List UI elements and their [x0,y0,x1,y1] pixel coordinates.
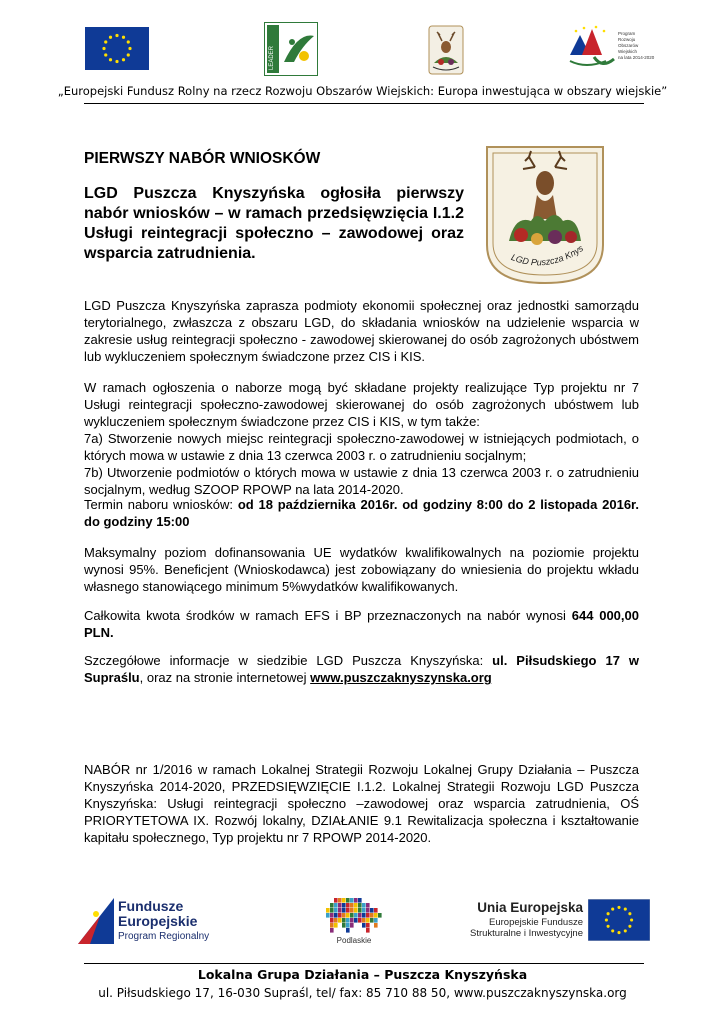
prow-logo [566,25,656,80]
podlaskie-tile [354,908,358,913]
paragraph-contact [84,652,639,686]
deadline-label: Termin naboru wniosków: [84,497,238,512]
podlaskie-tile [338,898,342,903]
podlaskie-tile [374,913,378,918]
eu-star-icon [617,906,620,909]
podlaskie-tile [334,923,338,928]
amount-value: 644 000,00 PLN. [84,608,639,640]
paragraph-nabor-details: NABÓR nr 1/2016 w ramach Lokalnej Strategii Rozwoju Lokalnej Grupy Działania – Puszcza Knyszyńska 2014-2020, PRZEDSIĘWZIĘCIE I.1.2. Lokalnej Strategii Rozwoju LGD Puszcza Knyszyńska: Usługi reintegracji społeczno –zawodowej oraz wsparcia zatrudnienia, OŚ PRIORYTETOWA IX. Rozwój lokalny, DZIAŁANIE 9.1 Rewitalizacja społeczna i kształtowanie kapitału społecznego, Typ projektu nr 7 RPOWP 2014-2020. [84,762,639,845]
podlaskie-tile [346,898,350,903]
podlaskie-tile [362,913,366,918]
podlaskie-tile [330,908,334,913]
ue-line-2: Strukturalne i Inwestycyjne [470,928,583,939]
eu-star-icon [127,53,130,56]
project-types-intro: W ramach ogłoszenia o naborze mogą być składane projekty realizujące Typ projektu nr 7 Usługi reintegracji społeczno-zawodowej skierowanej do osób zagrożonych ubóstwem lub wykluczeniem społecznym świadczone przez CIS i KIS, w tym także: [84,380,639,429]
eu-star-icon [624,908,627,911]
podlaskie-tile [326,913,330,918]
ue-line-1: Europejskie Fundusze [489,917,583,928]
podlaskie-tile [338,908,342,913]
podlaskie-tile [330,918,334,923]
podlaskie-tile [362,908,366,913]
podlaskie-tile [358,898,362,903]
podlaskie-tile [370,918,374,923]
footer-org-name: Lokalna Grupa Działania – Puszcza Knyszyńska [197,967,528,982]
eu-star-icon [628,925,631,928]
podlaskie-tile [362,903,366,908]
paragraph-amount [84,607,639,641]
podlaskie-tile [342,918,346,923]
eu-star-icon [104,40,107,43]
unia-europejska-text [468,900,583,939]
podlaskie-tile [366,918,370,923]
podlaskie-tile [346,928,350,933]
fe-line-2: Europejskie [118,913,198,929]
podlaskie-tile [346,923,350,928]
eu-flag-logo [85,27,149,75]
eu-star-icon [611,908,614,911]
podlaskie-tile [334,898,338,903]
lgd-emblem [485,145,605,290]
leader-logo [264,22,318,81]
podlaskie-tile [350,918,354,923]
fe-line-1: Fundusze [118,898,184,914]
header-rule [84,103,644,104]
eu-star-icon [109,58,112,61]
podlaskie-tile [334,913,338,918]
podlaskie-tile [354,903,358,908]
eu-star-icon [122,36,125,39]
podlaskie-tile [326,908,330,913]
podlaskie-tile [354,913,358,918]
contact-address: ul. Piłsudskiego 17 w Supraślu [84,653,640,685]
podlaskie-tile [346,903,350,908]
amount-text: Całkowita kwota środków w ramach EFS i BP przeznaczonych na nabór wynosi [84,608,572,623]
podlaskie-tile [374,918,378,923]
podlaskie-tile [330,923,334,928]
leader-logo-text: LEADER [269,45,275,70]
prow-line-3: Obszarów [618,43,639,48]
podlaskie-tile [358,918,362,923]
prow-line-4: Wiejskich [618,49,638,54]
eu-flag-logo-bottom [588,899,650,946]
podlaskie-tile [346,908,350,913]
podlaskie-tile [362,923,366,928]
podlaskie-tile [338,918,342,923]
eu-star-icon [630,918,633,921]
podlaskie-tile [366,908,370,913]
podlaskie-tile [342,908,346,913]
podlaskie-tile [334,903,338,908]
project-type-7a: 7a) Stworzenie nowych miejsc reintegracji społeczno-zawodowej w istniejących podmiotach, o których mowa w ustawie z dnia 13 czerwca 2003 r. o zatrudnieniu socjalnym; [84,431,639,463]
podlaskie-tile [350,903,354,908]
emblem-text: LGD Puszcza Knys [509,243,586,268]
podlaskie-tile [350,913,354,918]
podlaskie-tile [342,923,346,928]
fundusze-europejskie-logo [64,893,214,949]
eu-star-icon [128,47,131,50]
header-caption: „Europejski Fundusz Rolny na rzecz Rozwoju Obszarów Wiejskich: Europa inwestująca w obszary wiejskie” [57,84,668,98]
podlaskie-tile [374,908,378,913]
podlaskie-tile [350,898,354,903]
podlaskie-tile [358,903,362,908]
podlaskie-tile [330,913,334,918]
project-type-7b: 7b) Utworzenie podmiotów o których mowa w ustawie z dnia 13 czerwca 2003 r. o zatrudnieniu socjalnym, według SZOOP RPOWP na lata 2014-2020. [84,465,639,497]
ue-title: Unia Europejska [477,900,583,915]
eu-star-icon [115,34,118,37]
podlaskie-tile [374,923,378,928]
podlaskie-tile [358,913,362,918]
eu-star-icon [611,929,614,932]
podlaskie-tile [350,908,354,913]
podlaskie-label: Podlaskie [336,936,372,945]
eu-star-icon [127,40,130,43]
page-title: PIERWSZY NABÓR WNIOSKÓW [84,150,321,167]
eu-star-icon [102,47,105,50]
podlaskie-tile [366,923,370,928]
podlaskie-tile [350,923,354,928]
podlaskie-tile [370,913,374,918]
podlaskie-tile [342,913,346,918]
podlaskie-logo [326,898,382,948]
eu-star-icon [109,36,112,39]
podlaskie-tile [346,913,350,918]
podlaskie-tile [334,908,338,913]
footer-rule [84,963,644,964]
website-link[interactable]: www.puszczaknyszynska.org [310,670,492,685]
podlaskie-tile [334,918,338,923]
eu-star-icon [617,931,620,934]
podlaskie-tile [366,928,370,933]
eu-star-icon [115,60,118,63]
paragraph-invitation: LGD Puszcza Knyszyńska zaprasza podmioty ekonomii społecznej oraz jednostki samorządu terytorialnego, zwłaszcza z obszaru LGD, do składania wniosków na udzielenie wsparcia w zakresie usług reintegracji społeczno - zawodowej skierowanej do osób zagrożonych ubóstwem lub wykluczeniem społecznym świadczone przez CIS i KIS. [84,298,639,364]
podlaskie-tile [342,898,346,903]
contact-text: Szczegółowe informacje w siedzibie LGD Puszcza Knyszyńska: [84,653,493,668]
eu-star-icon [607,912,610,915]
prow-line-1: Program [618,31,636,36]
podlaskie-tile [342,903,346,908]
fe-line-3: Program Regionalny [118,931,210,942]
prow-line-2: Rozwoju [618,37,636,42]
prow-line-5: na lata 2014-2020 [618,55,655,60]
podlaskie-tile [330,928,334,933]
eu-star-icon [628,912,631,915]
podlaskie-tile [346,918,350,923]
page-subtitle: LGD Puszcza Knyszyńska ogłosiła pierwszy nabór wniosków – w ramach przedsięwzięcia I.1.2 Usługi reintegracji społeczno – zawodowej oraz wsparcia zatrudnienia. [84,185,464,262]
contact-mid: , oraz na stronie internetowej [139,670,311,685]
lgd-small-logo [428,25,464,80]
podlaskie-tile [362,918,366,923]
paragraph-deadline [84,496,639,530]
footer-address: ul. Piłsudskiego 17, 16-030 Supraśl, tel/ fax: 85 710 88 50, www.puszczaknyszynska.org [98,986,627,1000]
podlaskie-tile [338,913,342,918]
podlaskie-tile [330,903,334,908]
podlaskie-tile [366,913,370,918]
eu-star-icon [122,58,125,61]
podlaskie-tile [338,903,342,908]
paragraph-project-types [84,379,639,498]
podlaskie-tile [378,913,382,918]
eu-star-icon [104,53,107,56]
eu-star-icon [607,925,610,928]
eu-star-icon [624,929,627,932]
podlaskie-tile [354,898,358,903]
deadline-value: od 18 października 2016r. od godziny 8:00 do 2 listopada 2016r. do godziny 15:00 [84,497,639,529]
eu-star-icon [605,918,608,921]
paragraph-funding: Maksymalny poziom dofinansowania UE wydatków kwalifikowalnych na poziomie projektu wynosi 95%. Beneficjent (Wnioskodawca) jest zobowiązany do wniesienia do projektu wkładu własnego stanowiącego minimum 5%wydatków kwalifikowanych. [84,545,639,594]
podlaskie-tile [370,908,374,913]
podlaskie-tile [354,918,358,923]
podlaskie-tile [358,908,362,913]
podlaskie-tile [366,903,370,908]
